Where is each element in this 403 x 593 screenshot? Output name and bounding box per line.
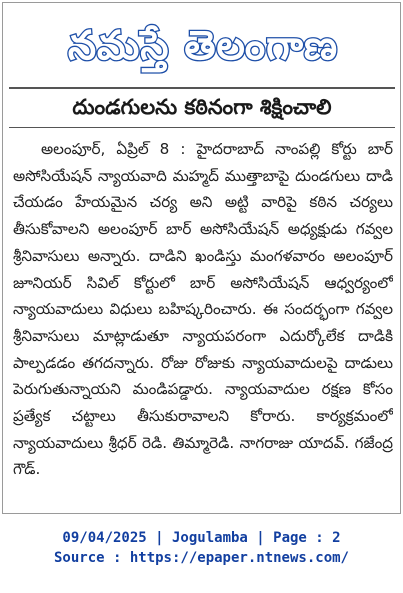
headline-text: దుండగులను కఠినంగా శిక్షించాలి bbox=[72, 95, 332, 119]
headline-top-rule bbox=[9, 87, 395, 89]
headline-bottom-rule bbox=[9, 127, 395, 128]
source-footer bbox=[0, 528, 403, 568]
masthead bbox=[11, 15, 395, 77]
newspaper-title: నమస్తే తెలంగాణ bbox=[67, 23, 339, 69]
newspaper-clipping bbox=[2, 2, 401, 514]
headline bbox=[9, 94, 395, 126]
article-body: అలంపూర్, ఏప్రిల్ 8 : హైదరాబాద్ నాంపల్లి కోర్టు బార్ అసోసియేషన్ న్యాయవాది మహ్మద్ ముత్తాబాపై దుండగులు దాడి చేయడం హేయమైన చర్య అని అట్టి వారిపై కఠిన చర్యలు తీసుకోవాలని అలంపూర్ బార్ అసోసియేషన్ అధ్యక్షుడు గవ్వల శ్రీనివాసులు అన్నారు. దాడిని ఖండిస్తు మంగళవారం అలంపూర్ జూనియర్ సివిల్ కోర్టులో బార్ అసోసియేషన్ ఆధ్వర్యంలో న్యాయవాదులు విధులు బహిష్కరించారు. ఈ సందర్భంగా గవ్వల శ్రీనివాసులు మాట్లాడుతూ న్యాయపరంగా ఎదుర్కోలేక దాడికి పాల్పడడం తగదన్నారు. రోజు రోజుకు న్యాయవాదులపై దాడులు పెరుగుతున్నాయని మండిపడ్డారు. న్యాయవాదుల రక్షణ కోసం ప్రత్యేక చట్టాలు తీసుకురావాలని కోరారు. కార్యక్రమంలో న్యాయవాదులు శ్రీధర్ రెడి. తిమ్మారెడి. నాగరాజు యాదవ్. గజేంద్ర గౌడ్. bbox=[13, 140, 393, 479]
edition-date-line: 09/04/2025 | Jogulamba | Page : 2 bbox=[62, 530, 341, 546]
source-url-line: Source : https://epaper.ntnews.com/ bbox=[53, 550, 349, 566]
